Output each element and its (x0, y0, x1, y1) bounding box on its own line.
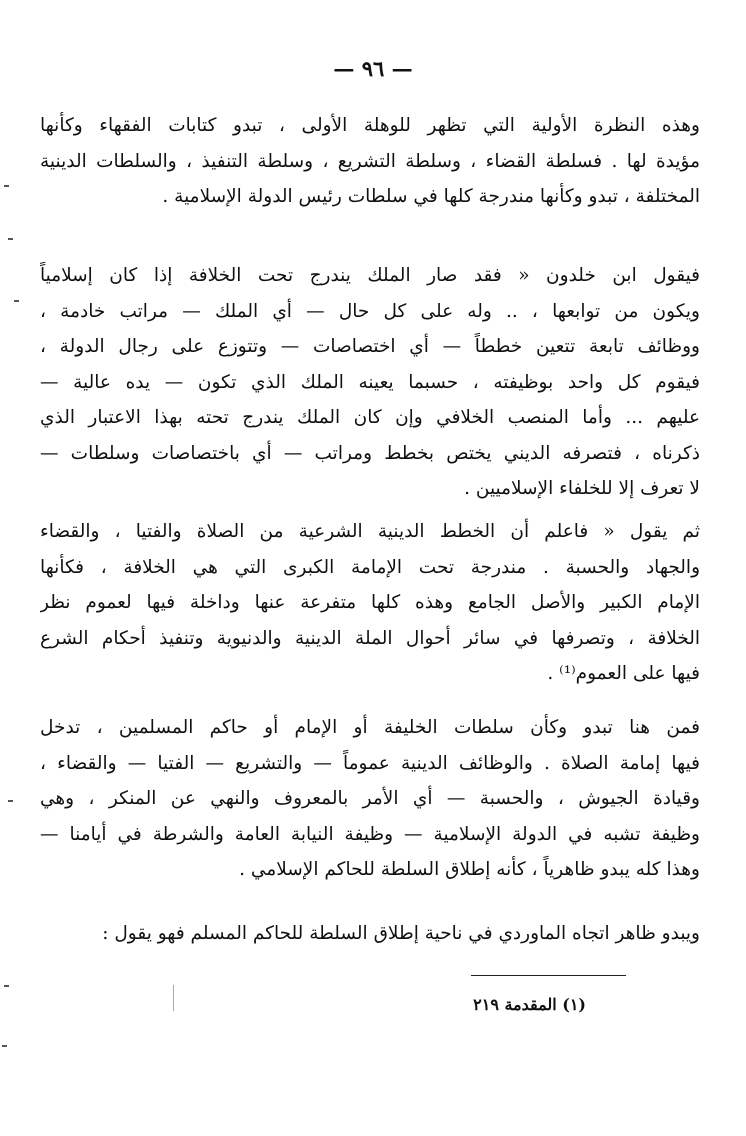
scan-artifact-line (173, 985, 174, 1011)
scan-artifact-mark (8, 238, 13, 240)
text-line: فيها على العموم⁽¹⁾ . (547, 663, 700, 684)
text-line: ووظائف تابعة تتعين خططاً — أي اختصاصات — وتتوزع على رجال الدولة ، (40, 336, 700, 357)
text-line: ثم يقول « فاعلم أن الخطط الدينية الشرعية من الصلاة والفتيا ، والقضاء (40, 521, 700, 542)
text-line: وهذا كله يبدو ظاهرياً ، كأنه إطلاق السلطة للحاكم الإسلامي . (239, 859, 700, 880)
footnote-divider (471, 975, 626, 976)
text-line: فيقول ابن خلدون « فقد صار الملك يندرج تحت الخلافة إذا كان إسلامياً (40, 265, 700, 286)
text-line: والجهاد والحسبة . مندرجة تحت الإمامة الكبرى التي هي الخلافة ، فكأنها (40, 556, 700, 578)
text-line: ذكرناه ، فتصرفه الديني يختص بخطط ومراتب — أي باختصاصات وسلطات — (40, 442, 700, 464)
text-line: فيها إمامة الصلاة . والوظائف الدينية عموماً — والتشريع — الفتيا — والقضاء ، (40, 752, 700, 774)
text-line: عليهم ... وأما المنصب الخلافي وإن كان الملك يندرج تحته بهذا الاعتبار الذي (40, 407, 700, 428)
scan-artifact-mark (8, 800, 13, 802)
text-line: فمن هنا تبدو وكأن سلطات الخليفة أو الإمام أو حاكم المسلمين ، تدخل (40, 717, 700, 738)
footnote: (١) المقدمة ٢١٩ (473, 995, 586, 1014)
text-line: ويكون من توابعها ، .. وله على كل حال — أي الملك — مراتب خادمة ، (40, 300, 700, 322)
text-line: وقيادة الجيوش ، والحسبة — أي الأمر بالمعروف والنهي عن المنكر ، وهي (40, 788, 700, 809)
text-line: لا تعرف إلا للخلفاء الإسلاميين . (464, 478, 700, 499)
text-line: الإمام الكبير والأصل الجامع وهذه كلها متفرعة عنها وداخلة فيها لعموم نظر (40, 592, 700, 613)
scan-artifact-mark (2, 1045, 7, 1047)
scan-artifact-mark (4, 985, 9, 987)
page-number: — ٩٦ — (333, 56, 413, 81)
paragraph-2 (40, 258, 700, 507)
text-line: المختلفة ، تبدو وكأنها مندرجة كلها في سلطات رئيس الدولة الإسلامية . (162, 186, 700, 207)
paragraph-5 (40, 916, 700, 952)
text-line: الخلافة ، وتصرفها في سائر أحوال الملة الدينية والدنيوية وتنفيذ أحكام الشرع (40, 627, 700, 649)
text-line: وظيفة تشبه في الدولة الإسلامية — وظيفة النيابة العامة والشرطة في أيامنا — (40, 823, 700, 845)
text-line: مؤيدة لها . فسلطة القضاء ، وسلطة التشريع ، وسلطة التنفيذ ، والسلطات الدينية (40, 150, 700, 172)
scan-artifact-mark (14, 300, 19, 302)
scan-artifact-mark (4, 185, 9, 187)
paragraph-1 (40, 108, 700, 215)
paragraph-3 (40, 514, 700, 692)
text-line: فيقوم كل واحد بوظيفته ، حسبما يعينه الملك الذي تكون — يده عالية — (40, 371, 700, 393)
paragraph-4 (40, 710, 700, 888)
text-line: وهذه النظرة الأولية التي تظهر للوهلة الأولى ، تبدو كتابات الفقهاء وكأنها (40, 115, 700, 136)
text-line: ويبدو ظاهر اتجاه الماوردي في ناحية إطلاق السلطة للحاكم المسلم فهو يقول : (102, 923, 700, 944)
